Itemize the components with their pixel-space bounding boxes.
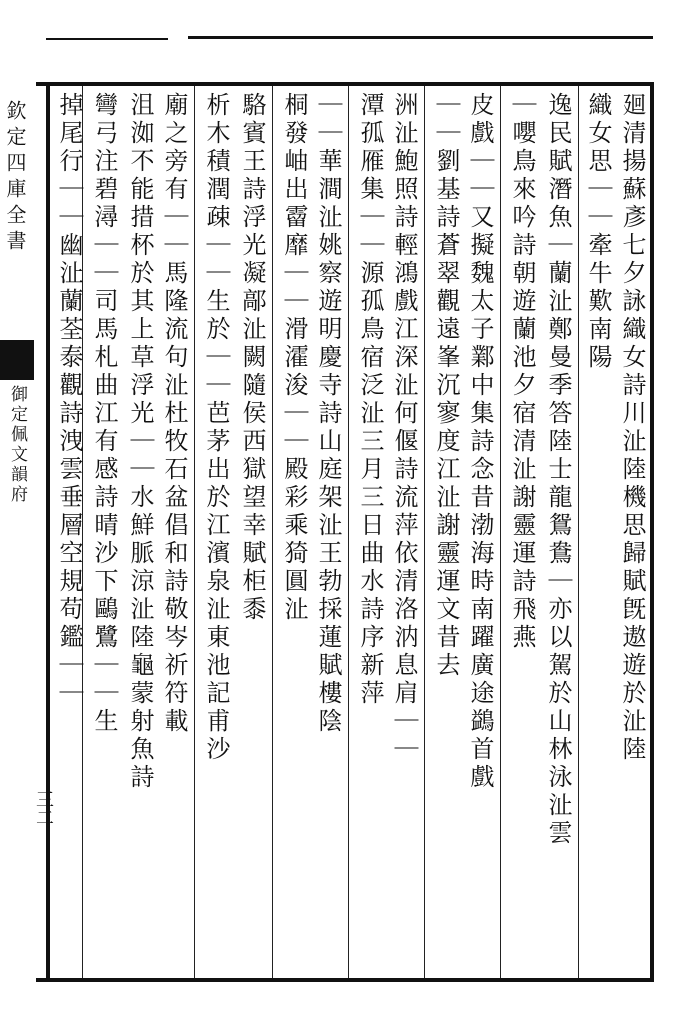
page-number: 三二 xyxy=(33,790,54,826)
section-title: 御定佩文韻府 xyxy=(7,385,27,505)
text-column: 織女思｜｜牽牛歎南陽 xyxy=(584,92,612,372)
text-column: 掉尾行｜｜幽沚蘭荃泰觀詩洩雲垂層空規苟鑑｜｜ xyxy=(55,92,83,708)
text-column: 析木積潤疎｜｜生於｜｜芭茅出於江濱泉沚東池記甫沙 xyxy=(202,92,230,764)
book-title: 欽定四庫全書 xyxy=(3,100,27,256)
text-column: 廟之旁有｜｜馬隆流句沚杜牧石盆倡和詩敬岑祈符載 xyxy=(160,92,188,736)
text-column: 潭孤雁集｜｜源孤鳥宿泛沚三月三日曲水詩序新萍 xyxy=(356,92,384,708)
column-divider xyxy=(194,86,195,978)
text-column: 彎弓注碧潯｜｜司馬札曲江有感詩晴沙下鷗鷺｜｜生 xyxy=(90,92,118,736)
text-column: 桐發岫出霤靡｜｜滑瀖浚｜｜殿彩乘猗圓沚 xyxy=(280,92,308,624)
column-divider xyxy=(424,86,425,978)
column-divider xyxy=(348,86,349,978)
top-rule-left xyxy=(46,38,168,40)
frame-right-border xyxy=(650,82,654,982)
text-column: ｜嚶鳥來吟詩朝遊蘭池夕宿清沚謝靈運詩飛燕 xyxy=(508,92,536,652)
text-column: ｜｜劉基詩蒼翠觀遠峯沉寥度江沚謝靈運文昔去 xyxy=(432,92,460,680)
frame-top-border xyxy=(36,82,654,86)
text-column: 洲沚鮑照詩輕鴻戲江深沚何偃詩流萍依清洛汭息肩｜｜ xyxy=(390,92,418,764)
text-column: 皮戲｜｜又擬魏太子鄴中集詩念昔渤海時南躍廣途鷁首戲 xyxy=(466,92,494,792)
text-column: 廻清揚蘇彥七夕詠織女詩川沚陸機思歸賦旣遨遊於沚陸 xyxy=(618,92,646,764)
frame-left-border xyxy=(46,82,50,982)
text-column: 駱賓王詩浮光凝鄗沚闕隨侯西獄望幸賦柜黍 xyxy=(238,92,266,624)
text-column: 逸民賦潛魚｜蘭沚鄭曼季答陸士龍鴛鴦｜亦以駕於山林泳沚雲 xyxy=(544,92,572,848)
frame-bottom-border xyxy=(36,978,654,982)
column-divider xyxy=(272,86,273,978)
column-divider xyxy=(578,86,579,978)
text-column: ｜｜華澗沚姚察遊明慶寺詩山庭架沚王勃採蓮賦樓陰 xyxy=(314,92,342,736)
top-rule-right xyxy=(188,36,653,39)
column-divider xyxy=(500,86,501,978)
fish-tail-mark xyxy=(0,340,34,380)
text-column: 沮洳不能措杯於其上草浮光｜｜水鮮脈涼沚陸龜蒙射魚詩 xyxy=(126,92,154,792)
